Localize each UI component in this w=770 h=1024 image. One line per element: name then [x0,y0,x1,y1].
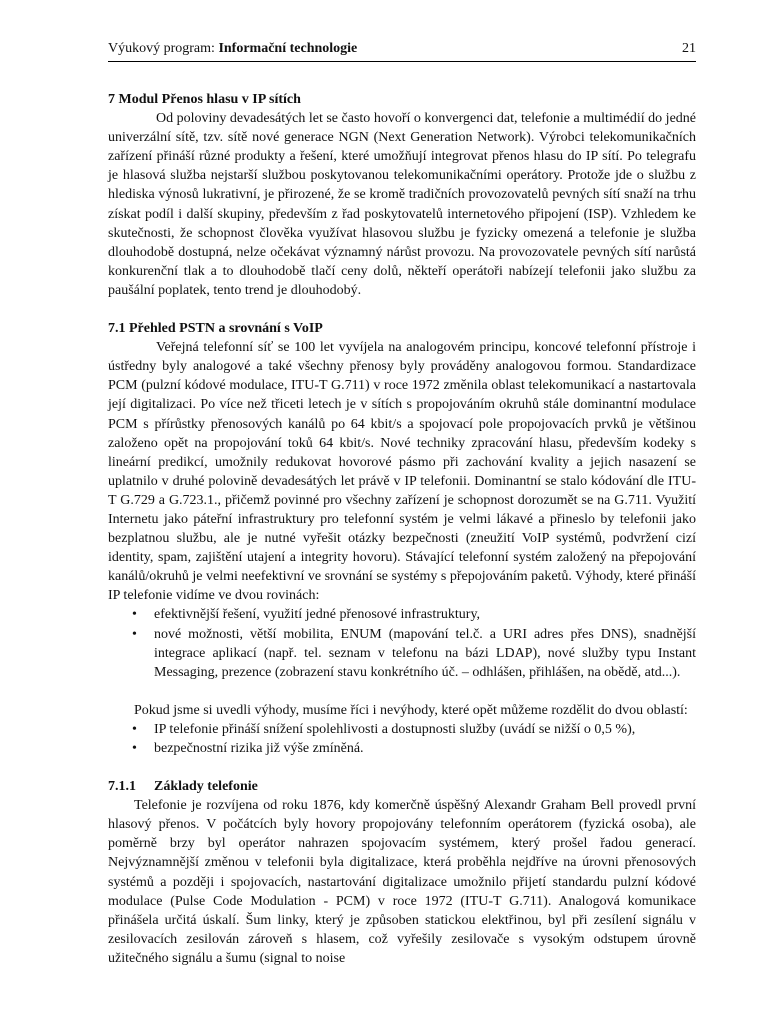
list-item: • bezpečnostní rizika již výše zmíněná. [154,739,696,758]
document-page [108,40,696,968]
section-7-1-paragraph-2: Pokud jsme si uvedli výhody, musíme říci i nevýhody, které opět můžeme rozdělit do dvou oblastí: [134,702,688,718]
section-7-1-heading: 7.1 Přehled PSTN a srovnání s VoIP [108,321,323,337]
list-item: • IP telefonie přináší snížení spolehlivosti a dostupnosti služby (uvádí se nižší o 0,5 %), [154,720,696,739]
disadvantages-list [108,720,696,758]
advantages-list [108,605,696,681]
list-item: • nové možnosti, větší mobilita, ENUM (mapování tel.č. a URI adres přes DNS), snadnější integrace aplikací (např. tel. seznam v telefonu na bázi LDAP), nové služby typu Instant Messaging, prezence (zobrazení stavu konkrétního úč. – odhlášen, přihlášen, na obědě, atd...). [154,625,696,682]
page-header [108,40,696,62]
list-item: • efektivnější řešení, využití jedné přenosové infrastruktury, [154,605,696,624]
header-title: Výukový program: Informační technologie [108,41,358,56]
page-number: 21 [682,41,696,56]
section-7-paragraph: Od poloviny devadesátých let se často hovoří o konvergenci dat, telefonie a multimédií do jedné univerzální sítě, tzv. sítě nové generace NGN (Next Generation Network). Výrobci telekomunikačních zařízení přináší různé produkty a řešení, které umožňují integrovat přenos hlasu do IP sítí. Po telegrafu je hlasová služba nejstarší službou poskytovanou telekomunikačními operátory. Protože jde o službu z hlediska výnosů lukrativní, je přirozené, že se kromě tradičních provozovatelů pevných sítí snaží na trhu získat podíl i další skupiny, především z řad poskytovatelů internetového připojení (ISP). Vzhledem ke skutečnosti, že schopnost člověka využívat hlasovou službu je fyzicky omezená a telefonie je služba dlouhodobě dostupná, nelze očekávat významný nárůst provozu. Na provozovatele pevných sítí narůstá konkurenční tlak a to dlouhodobě tlačí ceny dolů, někteří operátoři nabízejí telefonii jako službu za paušální poplatek, tento trend je dlouhodobý. [108,111,696,298]
section-7-heading: 7 Modul Přenos hlasu v IP sítích [108,92,301,107]
section-7-1-1-paragraph: Telefonie je rozvíjena od roku 1876, kdy komerčně úspěšný Alexandr Graham Bell provedl první hlasový přenos. V počátcích byly hovory propojovány telefonním operátorem (fyzická osoba), ale poměrně brzy byl operátor nahrazen spojovacím systémem, který prošel řadou generací. Nejvýznamnější změnou v telefonii byla digitalizace, která proběhla nejdříve na úrovni přenosových systémů a později i spojovacích, nastartování digitalizace umožnilo přijetí standardu pulzní kódové modulace (Pulse Code Modulation - PCM) v roce 1972 (ITU-T G.711). Analogová komunikace přinášela určitá úskalí. Šum linky, který je způsoben statickou elektřinou, byl při zesílení signálu v zesilovacích zesilován zároveň s hlasem, což vyřešily zesilovače s vysokým odstupem úrovně užitečného signálu a šumu (signal to noise [108,798,696,966]
section-7-1-1-heading: 7.1.1 Základy telefonie [108,779,258,795]
section-7-1-paragraph: Veřejná telefonní síť se 100 let vyvíjela na analogovém principu, koncové telefonní přístroje i ústředny byly analogové a také všechny přenosy byly prováděny analogovou formou. Standardizace PCM (pulzní kódové modulace, ITU-T G.711) v roce 1972 změnila oblast telekomunikací a nastartovala její digitalizaci. Po více než třiceti letech je v sítích s propojováním okruhů stále dominantní modulace PCM s přírůstky přenosových kanálů po 64 kbit/s a spojovací pole propojovacích prvků je většinou založeno opět na propojování toků 64 kbit/s. Nové techniky zpracování hlasu, především kodeky s lineární predikcí, umožnily redukovat hovorové pásmo při zachování kvality a jejich nasazení se uplatnilo v druhé polovině devadesátých let právě v IP telefonii. Dominantní se stalo kódování dle ITU-T G.729 a G.723.1., přičemž povinné pro všechny zařízení je schopnost dorozumět se na G.711. Využití Internetu jako páteřní infrastruktury pro telefonní systém je velmi lákavé a přineslo by telefonii jako bezplatnou službu, ale je nutné vyřešit otázky bezpečnosti (zneužití VoIP systémů, podvržení cizí identity, spam, zajištění utajení a integrity hovoru). Stávající telefonní systém založený na přepojování kanálů/okruhů je velmi neefektivní ve srovnání se systémy s přepojováním paketů. Výhody, které přináší IP telefonie vidíme ve dvou rovinách: [108,340,696,604]
page-content [108,90,696,968]
